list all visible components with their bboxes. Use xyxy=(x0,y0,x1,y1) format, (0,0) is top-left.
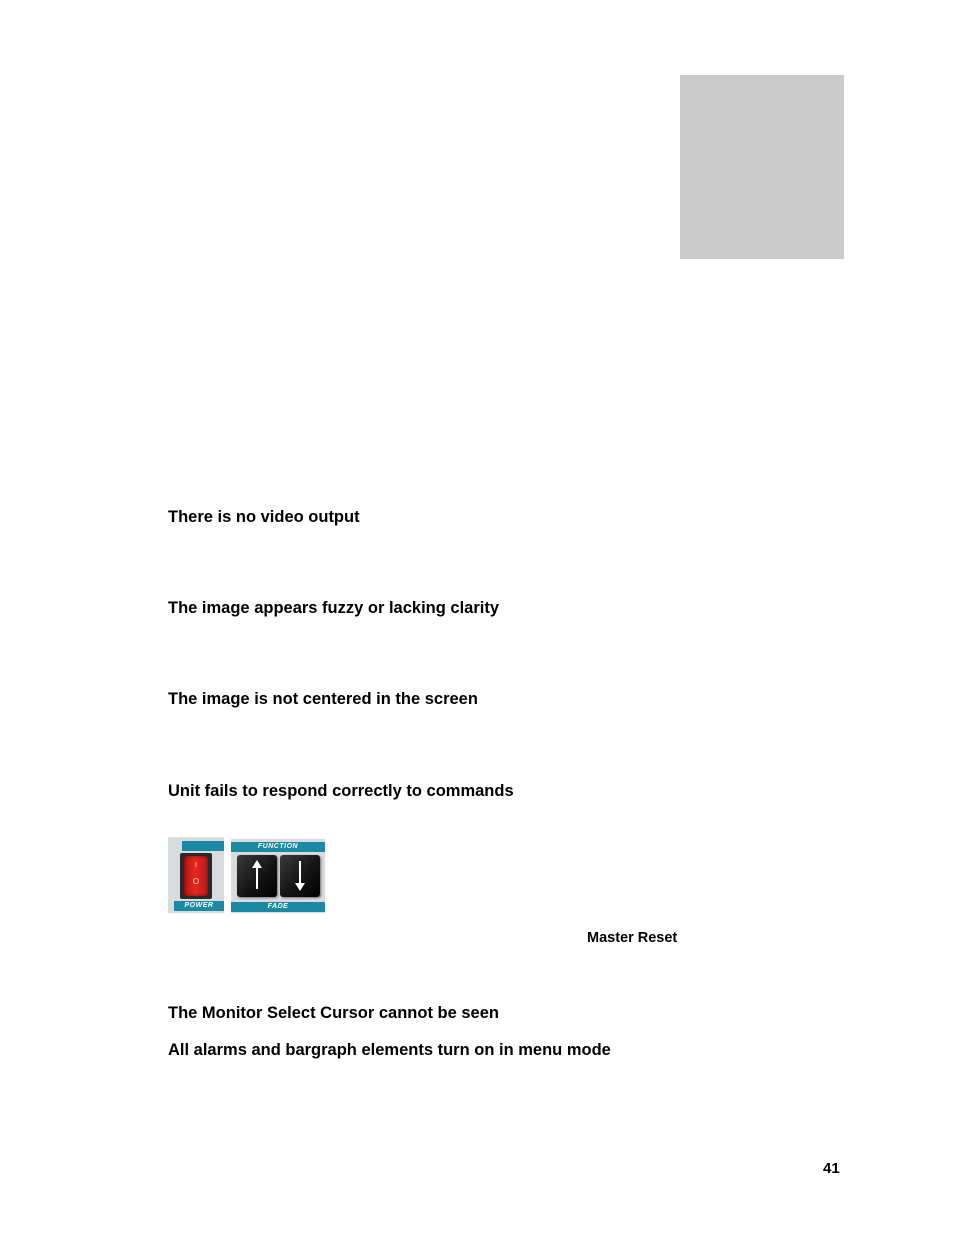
fade-label: FADE xyxy=(231,902,325,912)
power-switch-image xyxy=(168,837,224,913)
arrow-down-icon xyxy=(280,855,320,897)
heading-image-fuzzy: The image appears fuzzy or lacking clarity xyxy=(168,599,500,617)
heading-image-not-centered: The image is not centered in the screen xyxy=(168,690,478,708)
power-panel-top-bar xyxy=(182,841,224,851)
function-label: FUNCTION xyxy=(231,842,325,852)
function-keys-image xyxy=(231,839,325,913)
power-rocker-frame xyxy=(180,853,212,899)
page-number: 41 xyxy=(823,1160,840,1177)
master-reset-label: Master Reset xyxy=(587,930,678,946)
heading-unit-fails-commands: Unit fails to respond correctly to commands xyxy=(168,782,514,800)
power-label: POWER xyxy=(174,901,224,911)
heading-no-video-output: There is no video output xyxy=(168,508,360,526)
rocker-off-symbol: O xyxy=(192,877,200,886)
gray-placeholder-block xyxy=(680,75,844,259)
rocker-on-symbol: I xyxy=(195,862,197,869)
power-rocker-icon xyxy=(184,856,208,896)
arrow-up-icon xyxy=(237,855,277,897)
heading-cursor-not-seen: The Monitor Select Cursor cannot be seen xyxy=(168,1004,499,1022)
heading-alarms-menu-mode: All alarms and bargraph elements turn on in menu mode xyxy=(168,1041,611,1059)
